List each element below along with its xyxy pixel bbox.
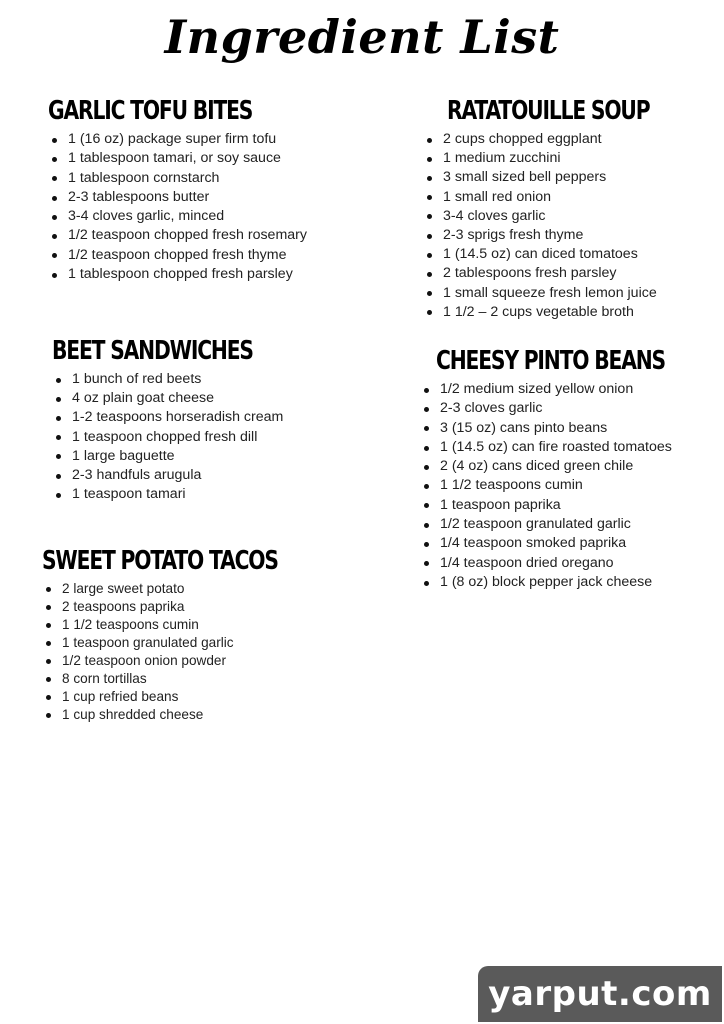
ingredient-item: 1 tablespoon cornstarch bbox=[48, 169, 310, 188]
ingredient-item: 1/4 teaspoon smoked paprika bbox=[420, 534, 724, 553]
ingredient-item: 1/2 teaspoon onion powder bbox=[42, 652, 344, 670]
ingredient-item: 1 1/2 – 2 cups vegetable broth bbox=[423, 303, 707, 322]
ingredient-item: 1 teaspoon tamari bbox=[52, 485, 310, 504]
ingredient-item: 1 small squeeze fresh lemon juice bbox=[423, 284, 707, 303]
ingredient-item: 3-4 cloves garlic, minced bbox=[48, 207, 310, 226]
ingredient-item: 1 (14.5 oz) can diced tomatoes bbox=[423, 245, 707, 264]
ingredient-item: 3 (15 oz) cans pinto beans bbox=[420, 419, 724, 438]
watermark: yarput.com bbox=[478, 966, 722, 1022]
ingredient-item: 4 oz plain goat cheese bbox=[52, 389, 310, 408]
ingredient-item: 1 teaspoon chopped fresh dill bbox=[52, 428, 310, 447]
ingredient-item: 2 large sweet potato bbox=[42, 580, 344, 598]
ingredient-item: 2 tablespoons fresh parsley bbox=[423, 264, 707, 283]
ingredient-item: 1 teaspoon paprika bbox=[420, 496, 724, 515]
ingredient-item: 3-4 cloves garlic bbox=[423, 207, 707, 226]
ingredient-item: 8 corn tortillas bbox=[42, 670, 344, 688]
section-beet-sandwiches bbox=[52, 336, 310, 504]
ingredient-item: 1 (8 oz) block pepper jack cheese bbox=[420, 573, 724, 592]
ingredient-item: 1 teaspoon granulated garlic bbox=[42, 634, 344, 652]
ingredient-item: 3 small sized bell peppers bbox=[423, 168, 707, 187]
ingredient-list bbox=[423, 130, 707, 322]
section-heading: BEET SANDWICHES bbox=[52, 336, 253, 366]
section-ratatouille-soup bbox=[423, 96, 707, 322]
ingredient-item: 1 bunch of red beets bbox=[52, 370, 310, 389]
ingredient-list bbox=[420, 380, 724, 592]
ingredient-item: 1 medium zucchini bbox=[423, 149, 707, 168]
section-heading: RATATOUILLE SOUP bbox=[447, 96, 650, 126]
ingredient-item: 2-3 handfuls arugula bbox=[52, 466, 310, 485]
section-garlic-tofu-bites bbox=[48, 96, 310, 284]
ingredient-item: 1 tablespoon tamari, or soy sauce bbox=[48, 149, 310, 168]
ingredient-item: 1 cup shredded cheese bbox=[42, 706, 344, 724]
ingredient-item: 2-3 cloves garlic bbox=[420, 399, 724, 418]
section-cheesy-pinto-beans bbox=[420, 346, 724, 592]
ingredient-item: 1 small red onion bbox=[423, 188, 707, 207]
section-heading: SWEET POTATO TACOS bbox=[42, 546, 278, 576]
ingredient-item: 2-3 tablespoons butter bbox=[48, 188, 310, 207]
ingredient-item: 1 cup refried beans bbox=[42, 688, 344, 706]
ingredient-item: 1 tablespoon chopped fresh parsley bbox=[48, 265, 310, 284]
ingredient-item: 2 (4 oz) cans diced green chile bbox=[420, 457, 724, 476]
ingredient-item: 2 cups chopped eggplant bbox=[423, 130, 707, 149]
ingredient-item: 2 teaspoons paprika bbox=[42, 598, 344, 616]
ingredient-list bbox=[52, 370, 310, 504]
ingredient-item: 2-3 sprigs fresh thyme bbox=[423, 226, 707, 245]
page-title: Ingredient List bbox=[164, 10, 560, 64]
ingredient-item: 1 large baguette bbox=[52, 447, 310, 466]
section-heading: CHEESY PINTO BEANS bbox=[436, 346, 665, 376]
ingredient-item: 1-2 teaspoons horseradish cream bbox=[52, 408, 310, 427]
ingredient-item: 1 1/2 teaspoons cumin bbox=[420, 476, 724, 495]
ingredient-item: 1 1/2 teaspoons cumin bbox=[42, 616, 344, 634]
ingredient-item: 1/2 teaspoon granulated garlic bbox=[420, 515, 724, 534]
ingredient-item: 1/2 teaspoon chopped fresh thyme bbox=[48, 246, 310, 265]
section-sweet-potato-tacos bbox=[42, 546, 344, 724]
ingredient-list bbox=[42, 580, 344, 724]
ingredient-item: 1/2 medium sized yellow onion bbox=[420, 380, 724, 399]
ingredient-item: 1 (16 oz) package super firm tofu bbox=[48, 130, 310, 149]
section-heading: GARLIC TOFU BITES bbox=[48, 96, 253, 126]
ingredient-item: 1/4 teaspoon dried oregano bbox=[420, 554, 724, 573]
ingredient-item: 1 (14.5 oz) can fire roasted tomatoes bbox=[420, 438, 724, 457]
ingredient-item: 1/2 teaspoon chopped fresh rosemary bbox=[48, 226, 310, 245]
ingredient-list bbox=[48, 130, 310, 284]
